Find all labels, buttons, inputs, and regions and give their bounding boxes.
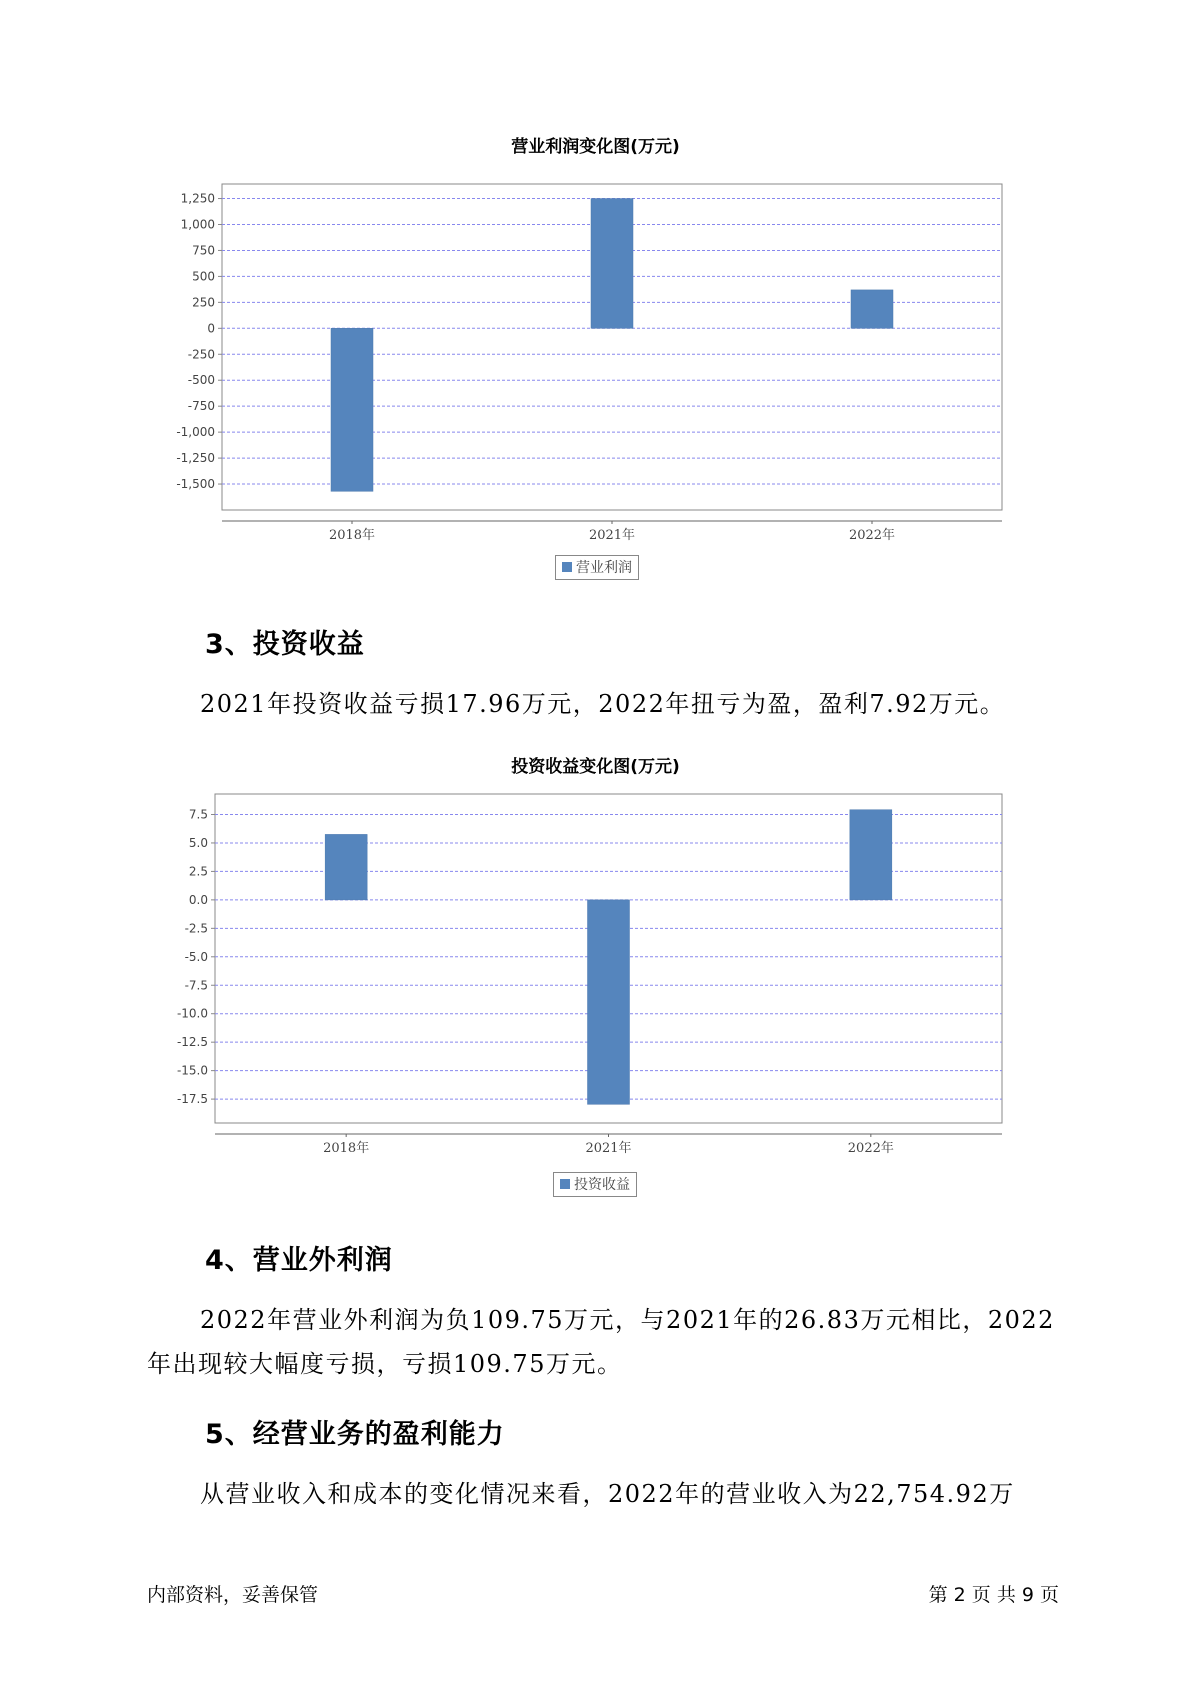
section4-heading: 4、营业外利润 — [205, 1245, 393, 1276]
y-tick-label: 1,000 — [180, 217, 215, 232]
y-tick-label: -500 — [187, 373, 215, 388]
y-tick-label: 5.0 — [188, 835, 208, 850]
y-tick-label: 0 — [207, 321, 215, 336]
y-tick-label: -2.5 — [184, 921, 208, 936]
y-tick-label: 2.5 — [188, 864, 208, 879]
bar-2018年 — [325, 834, 367, 899]
y-tick-label: -1,500 — [176, 477, 215, 492]
y-tick-label: 250 — [192, 295, 215, 310]
chart2-title: 投资收益变化图(万元) — [511, 757, 680, 777]
bar-2022年 — [850, 810, 892, 900]
section5-heading: 5、经营业务的盈利能力 — [205, 1419, 505, 1450]
bar-2022年 — [851, 290, 893, 328]
chart1-legend — [555, 555, 639, 580]
investment-income-chart — [0, 780, 1191, 1156]
y-tick-label: -7.5 — [184, 978, 208, 993]
chart1-title: 营业利润变化图(万元) — [511, 137, 680, 157]
section3-heading: 3、投资收益 — [205, 629, 365, 660]
footer-page-number: 第 2 页 共 9 页 — [928, 1584, 1059, 1606]
x-tick-label: 2022年 — [848, 528, 896, 543]
y-tick-label: -750 — [187, 399, 215, 414]
section5-paragraph: 从营业收入和成本的变化情况来看，2022年的营业收入为22,754.92万 — [200, 1480, 1015, 1508]
chart2-legend-label: 投资收益 — [574, 1177, 630, 1193]
section4-paragraph: 2022年营业外利润为负109.75万元，与2021年的26.83万元相比，2022年出现较大幅度亏损，亏损109.75万元。 — [147, 1306, 1055, 1378]
y-tick-label: -1,000 — [176, 425, 215, 440]
legend-swatch — [562, 562, 572, 572]
y-tick-label: -1,250 — [176, 451, 215, 466]
y-tick-label: -15.0 — [176, 1063, 208, 1078]
y-tick-label: -5.0 — [184, 949, 208, 964]
y-tick-label: 750 — [192, 243, 215, 258]
y-tick-label: -12.5 — [176, 1035, 208, 1050]
x-tick-label: 2021年 — [585, 1141, 632, 1156]
y-tick-label: 0.0 — [188, 892, 208, 907]
x-tick-label: 2021年 — [588, 528, 636, 543]
y-tick-label: 7.5 — [188, 807, 208, 822]
x-tick-label: 2018年 — [323, 1141, 370, 1156]
operating-profit-chart — [0, 160, 1191, 543]
y-tick-label: -250 — [187, 347, 215, 362]
section3-paragraph: 2021年投资收益亏损17.96万元，2022年扭亏为盈，盈利7.92万元。 — [200, 690, 1006, 718]
y-tick-label: -10.0 — [176, 1006, 208, 1021]
bar-2021年 — [588, 900, 630, 1104]
y-tick-label: 1,250 — [180, 191, 215, 206]
legend-swatch — [560, 1179, 570, 1189]
x-tick-label: 2022年 — [847, 1141, 894, 1156]
x-tick-label: 2018年 — [328, 528, 376, 543]
footer-confidential-note: 内部资料，妥善保管 — [147, 1584, 319, 1606]
bar-2021年 — [591, 199, 633, 329]
y-tick-label: 500 — [192, 269, 215, 284]
chart2-legend — [553, 1172, 637, 1197]
y-tick-label: -17.5 — [176, 1092, 208, 1107]
chart1-legend-label: 营业利润 — [576, 560, 632, 576]
bar-2018年 — [331, 328, 373, 491]
